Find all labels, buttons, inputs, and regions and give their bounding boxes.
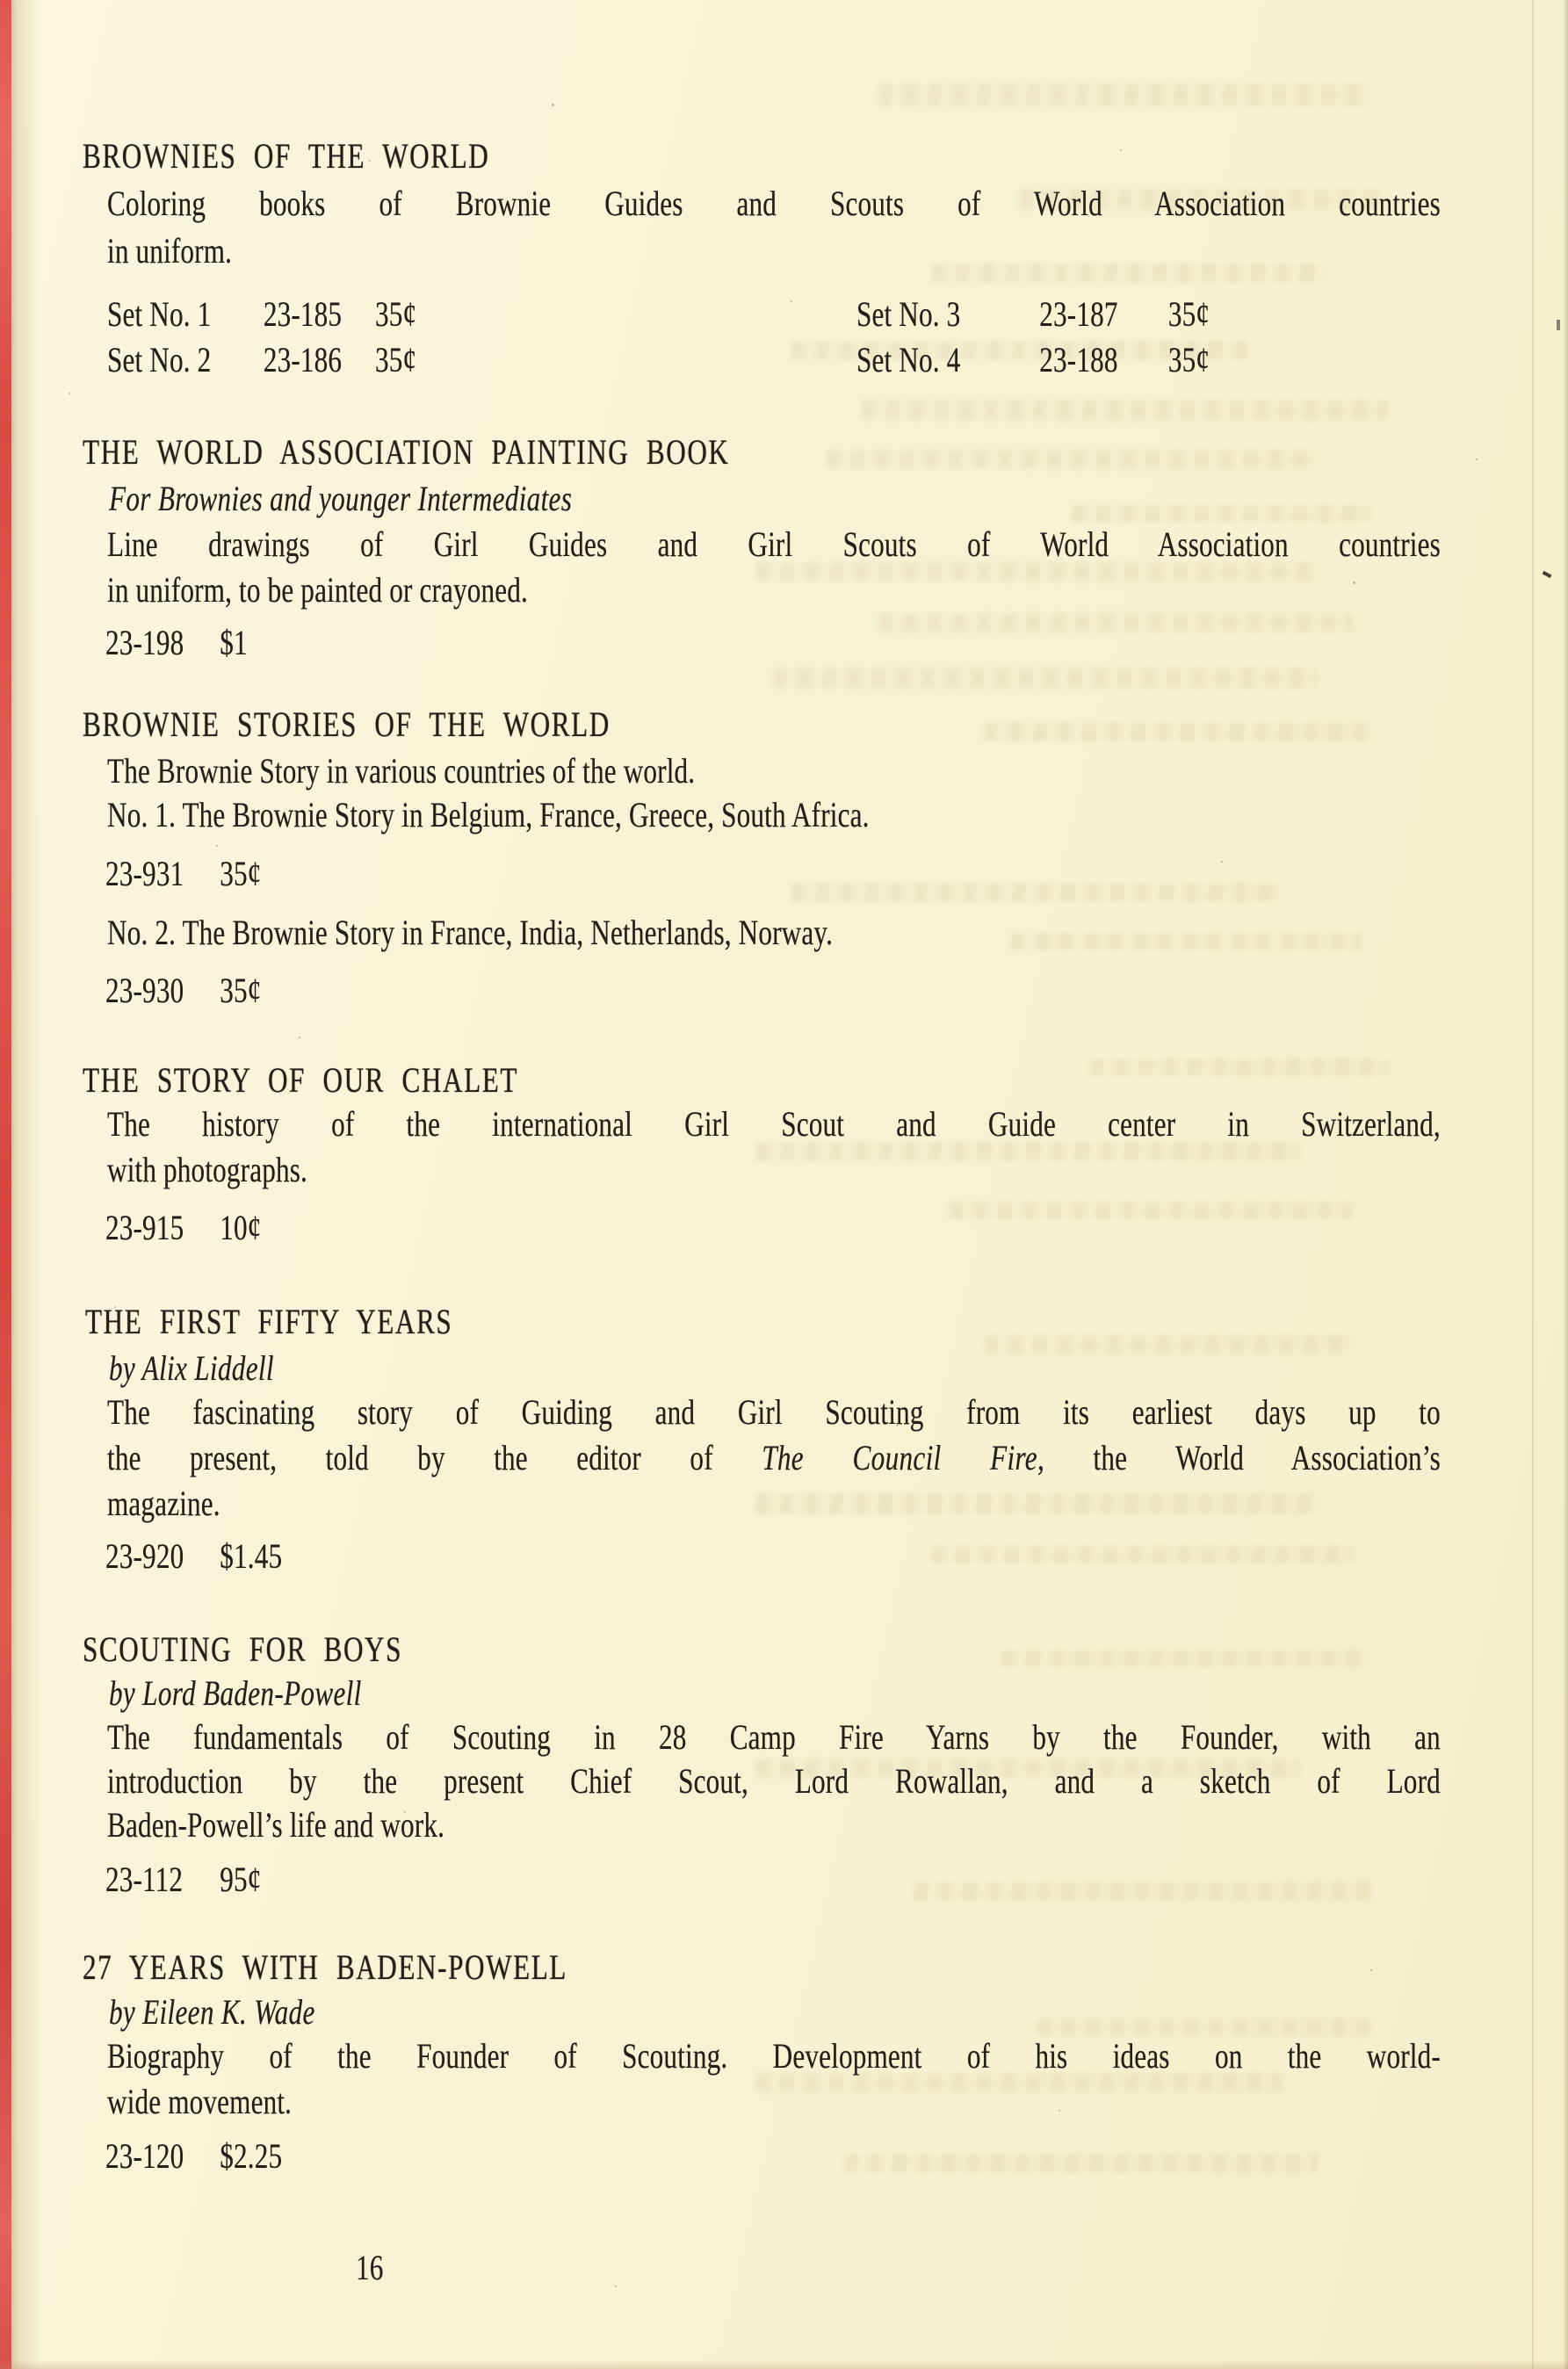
page-crease-line [1532, 0, 1534, 2369]
bleedthrough-smudge [843, 2154, 1319, 2173]
catalog-number: 23-120 [105, 2136, 184, 2176]
price: 35¢ [220, 971, 262, 1010]
description-line: with photographs. [107, 1150, 307, 1189]
ink-mark [1557, 320, 1560, 330]
paper-speck [369, 160, 371, 162]
sets-row [856, 294, 1210, 334]
catalog-price-row [105, 856, 262, 892]
catalog-number: 23-186 [263, 340, 343, 379]
bleedthrough-smudge [1010, 933, 1362, 950]
catalog-number: 23-931 [105, 854, 184, 893]
bleedthrough-smudge [1072, 505, 1371, 523]
page-edge-shadow [11, 0, 41, 2369]
paper-speck [791, 300, 792, 302]
catalog-number: 23-920 [105, 1536, 184, 1576]
sets-row [107, 340, 417, 379]
author-byline: by Eileen K. Wade [109, 1992, 315, 2032]
bleedthrough-smudge [984, 1335, 1354, 1354]
catalog-price-row [105, 1536, 283, 1576]
description-line [107, 1438, 1441, 1477]
bleedthrough-smudge [755, 1142, 1301, 1161]
description-text: the World Association’s [1044, 1438, 1441, 1477]
paper-speck [69, 393, 70, 394]
price: $1.45 [220, 1536, 283, 1576]
price: 10¢ [220, 1208, 262, 1247]
catalog-number: 23-185 [263, 294, 343, 334]
description-line: introduction by the present Chief Scout, Lord Rowallan, and a sketch of Lord [107, 1761, 1441, 1801]
description-line: in uniform. [107, 231, 233, 271]
paper-speck [1353, 581, 1355, 584]
description-line: The history of the international Girl Scout and Guide center in Switzerland, [107, 1104, 1441, 1144]
price: 35¢ [1167, 340, 1210, 379]
bleedthrough-smudge [878, 613, 1354, 632]
description-line: in uniform, to be painted or crayoned. [107, 570, 528, 610]
red-edge-stripe [0, 0, 11, 2369]
description-line: The fundamentals of Scouting in 28 Camp Fire Yarns by the Founder, with an [107, 1717, 1441, 1757]
bottom-edge-shadow [0, 2360, 1568, 2369]
description-line: Coloring books of Brownie Guides and Scouts of World Association countries [107, 184, 1441, 223]
description-line: magazine. [107, 1484, 220, 1523]
bleedthrough-smudge [1037, 2019, 1371, 2036]
set-label: Set No. 3 [856, 294, 961, 334]
product-title-fifty-years: THE FIRST FIFTY YEARS [85, 1302, 453, 1341]
sets-row [856, 340, 1210, 379]
paper-speck [1221, 861, 1223, 863]
bleedthrough-smudge [931, 1546, 1354, 1564]
paper-speck [1370, 1969, 1372, 1971]
catalog-price-row [105, 625, 248, 661]
paper-speck [299, 1036, 300, 1038]
bleedthrough-smudge [1089, 1058, 1389, 1076]
set-label: Set No. 4 [856, 340, 961, 379]
catalog-price-row [105, 1210, 262, 1246]
author-byline: by Lord Baden-Powell [109, 1673, 362, 1713]
bleedthrough-smudge [826, 450, 1319, 469]
product-title-chalet: THE STORY OF OUR CHALET [83, 1060, 518, 1100]
sets-row [107, 294, 417, 334]
bleedthrough-smudge [861, 400, 1389, 421]
description-text: the present, told by the editor of [107, 1438, 762, 1477]
paper-speck [1120, 149, 1122, 151]
product-title-brownie-stories: BROWNIE STORIES OF THE WORLD [83, 704, 611, 744]
price: 95¢ [220, 1860, 262, 1899]
catalog-number: 23-198 [105, 623, 184, 662]
price: $1 [220, 623, 248, 662]
bleedthrough-smudge [755, 1493, 1319, 1514]
paper-speck [552, 104, 554, 106]
catalog-price-row [105, 973, 262, 1008]
price: 35¢ [1167, 294, 1210, 334]
paper-speck [404, 1811, 406, 1813]
description-line: The fascinating story of Guiding and Girl Scouting from its earliest days up to [107, 1392, 1441, 1432]
catalog-number: 23-915 [105, 1208, 184, 1247]
bleedthrough-smudge [791, 883, 1283, 902]
magazine-title-italic: The Council Fire, [762, 1438, 1045, 1477]
bleedthrough-smudge [1001, 1650, 1371, 1667]
product-subtitle: For Brownies and younger Intermediates [109, 479, 573, 518]
description-line: wide movement. [107, 2082, 293, 2121]
paper-speck [1059, 2110, 1060, 2112]
ink-mark [1543, 571, 1552, 578]
bleedthrough-smudge [931, 264, 1327, 283]
right-edge-shadow [1563, 0, 1568, 2369]
description-line: Baden-Powell’s life and work. [107, 1805, 445, 1845]
catalog-number: 23-187 [1039, 294, 1118, 334]
catalog-number: 23-188 [1039, 340, 1118, 379]
author-byline: by Alix Liddell [109, 1348, 274, 1388]
catalog-price-row [105, 2136, 283, 2176]
product-title-baden-powell-years: 27 YEARS WITH BADEN-POWELL [83, 1947, 567, 1987]
description-line: Biography of the Founder of Scouting. Development of his ideas on the world- [107, 2036, 1441, 2076]
catalog-price-row [105, 1862, 262, 1897]
price: 35¢ [374, 340, 417, 379]
catalog-number: 23-112 [105, 1860, 184, 1899]
product-title-painting-book: THE WORLD ASSOCIATION PAINTING BOOK [83, 432, 730, 472]
description-line: The Brownie Story in various countries of the world. [107, 751, 696, 791]
description-line: Line drawings of Girl Guides and Girl Scouts of World Association countries [107, 524, 1441, 564]
bleedthrough-smudge [878, 83, 1371, 106]
description-line: No. 2. The Brownie Story in France, India, Netherlands, Norway. [107, 913, 834, 952]
catalog-number: 23-930 [105, 971, 184, 1010]
paper-speck [615, 2286, 617, 2287]
bleedthrough-smudge [984, 722, 1371, 741]
bleedthrough-smudge [914, 1881, 1371, 1901]
paper-speck [896, 1425, 898, 1426]
product-title-scouting-for-boys: SCOUTING FOR BOYS [83, 1629, 403, 1669]
set-label: Set No. 2 [107, 340, 212, 379]
price: $2.25 [220, 2136, 283, 2176]
bleedthrough-smudge [949, 1202, 1354, 1219]
page-number: 16 [356, 2248, 384, 2287]
paper-speck [114, 1306, 116, 1308]
bleedthrough-smudge [773, 668, 1319, 689]
bleedthrough-smudge [755, 562, 1319, 581]
paper-speck [1476, 459, 1478, 460]
paper-speck [216, 845, 218, 847]
bleedthrough-smudge [755, 2073, 1283, 2092]
product-title-brownies: BROWNIES OF THE WORLD [83, 136, 490, 176]
price: 35¢ [374, 294, 417, 334]
set-label: Set No. 1 [107, 294, 212, 334]
description-line: No. 1. The Brownie Story in Belgium, France, Greece, South Africa. [107, 795, 870, 834]
price: 35¢ [220, 854, 262, 893]
